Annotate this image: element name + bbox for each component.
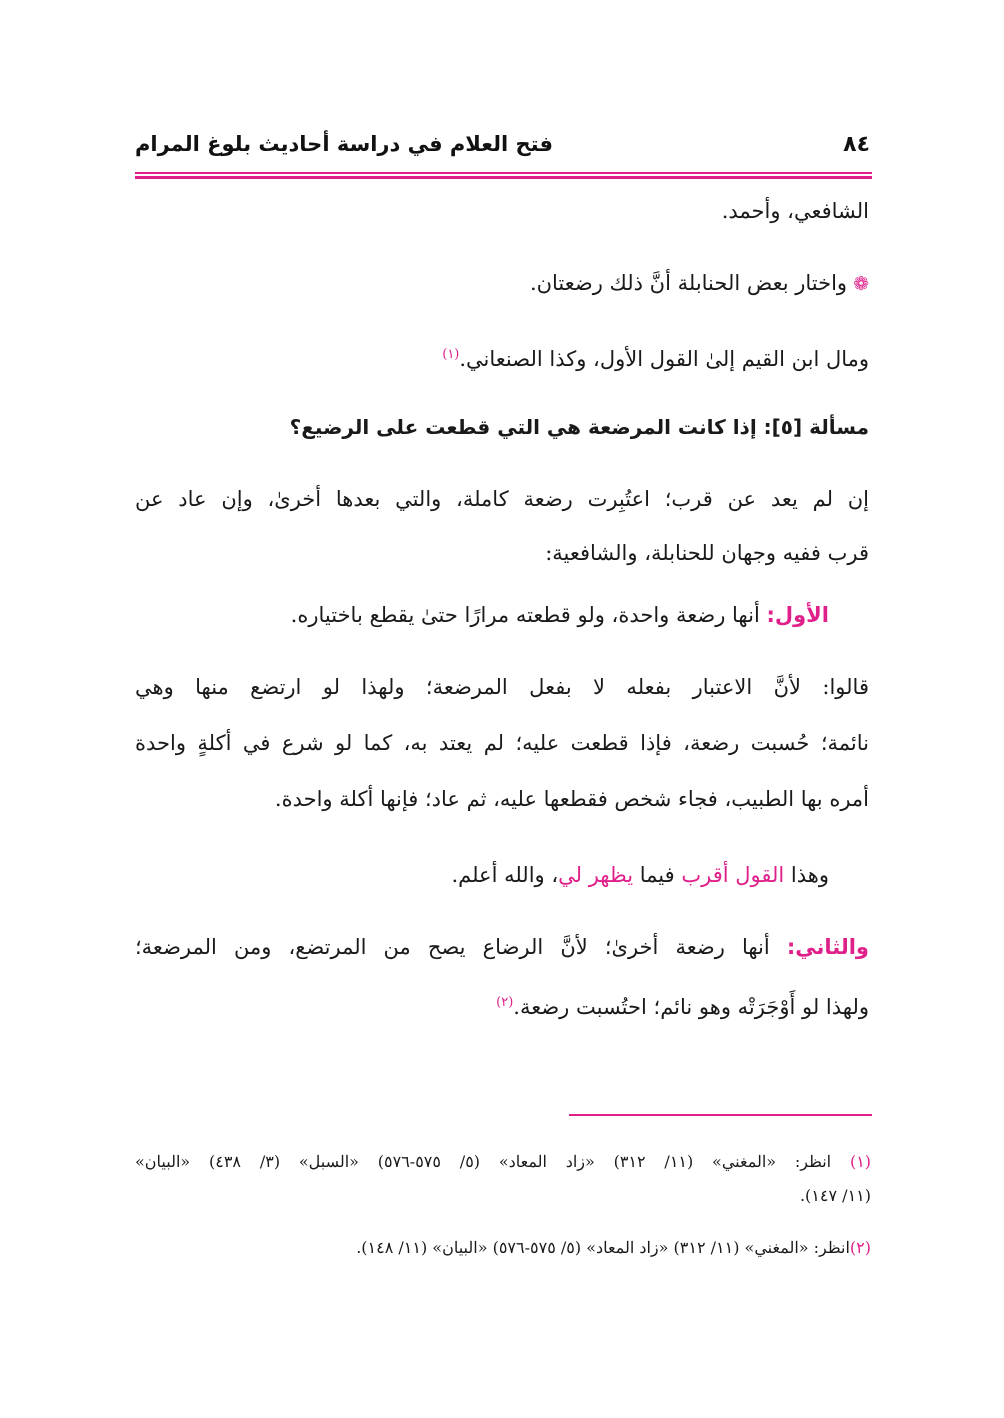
body-line-3-text: ومال ابن القيم إلىٰ القول الأول، وكذا الصنعاني.: [459, 347, 869, 371]
paragraph-3-suffix: ، والله أعلم.: [451, 863, 559, 887]
footnote-2: [356, 1236, 871, 1260]
second-opinion-line-2-text: ولهذا لو أَوْجَرَتْه وهو نائم؛ احتُسبت رضعة.: [513, 995, 869, 1019]
second-opinion-label: والثاني:: [786, 935, 869, 959]
footnote-2-number: (٢): [849, 1238, 871, 1257]
paragraph-3: [451, 860, 829, 890]
paragraph-2-line-1: قالوا: لأنَّ الاعتبار بفعله لا بفعل المرضعة؛ ولهذا لو ارتضع منها وهي: [135, 675, 869, 699]
book-title: فتح العلام في دراسة أحاديث بلوغ المرام: [135, 132, 553, 156]
footnote-ref-2[interactable]: (٢): [496, 995, 514, 1010]
page-number: ٨٤: [843, 132, 870, 157]
paragraph-2-line-2: نائمة؛ حُسبت رضعة، فإذا قطعت عليه؛ لم يعتد به، كما لو شرع في أكلةٍ واحدة: [135, 731, 869, 755]
first-opinion-label: الأول:: [766, 603, 829, 627]
footnote-1-line-2: (١١/ ١٤٧).: [799, 1186, 871, 1205]
paragraph-1-line-1: إن لم يعد عن قرب؛ اعتُبِرت رضعة كاملة، والتي بعدها أخرىٰ، وإن عاد عن: [135, 487, 869, 511]
body-line-2-text: واختار بعض الحنابلة أنَّ ذلك رضعتان.: [529, 271, 848, 295]
header-rule-thin: [135, 172, 872, 174]
page-header: [135, 128, 870, 168]
header-rule-thick: [135, 176, 872, 179]
second-opinion-text: أنها رضعة أخرىٰ؛ لأنَّ الرضاع يصح من المرتضع، ومن المرضعة؛: [135, 935, 770, 959]
body-line-3: [442, 340, 869, 374]
footnote-1-line-1: [135, 1150, 871, 1174]
body-line-1: الشافعي، وأحمد.: [721, 199, 869, 223]
first-opinion-text: أنها رضعة واحدة، ولو قطعته مرارًا حتىٰ يقطع باختياره.: [290, 603, 760, 627]
paragraph-3-mid: فيما: [639, 863, 675, 887]
paragraph-3-highlight-2: يظهر لي: [558, 863, 634, 887]
second-opinion-line-2: [496, 988, 869, 1022]
footnote-ref-1[interactable]: (١): [442, 347, 460, 362]
footnote-1-number: (١): [849, 1152, 872, 1171]
footnote-separator: [569, 1114, 872, 1116]
paragraph-3-prefix: وهذا: [790, 863, 829, 887]
second-opinion-line-1: [135, 932, 869, 962]
section-heading: مسألة [٥]: إذا كانت المرضعة هي التي قطعت على الرضيع؟: [289, 415, 869, 439]
paragraph-1-line-2: قرب ففيه وجهان للحنابلة، والشافعية:: [545, 541, 869, 565]
body-line-2: [530, 268, 869, 299]
paragraph-3-highlight-1: القول أقرب: [681, 863, 785, 887]
paragraph-2-line-3: أمره بها الطبيب، فجاء شخص فقطعها عليه، ثم عاد؛ فإنها أكلة واحدة.: [274, 787, 869, 811]
flower-ornament-icon: ❁: [853, 273, 869, 295]
first-opinion: [291, 600, 829, 630]
footnote-1-text: انظر: «المغني» (١١/ ٣١٢) «زاد المعاد» (٥/ ٥٧٥-٥٧٦) «السبل» (٣/ ٤٣٨) «البيان»: [135, 1152, 832, 1171]
footnote-2-text: انظر: «المغني» (١١/ ٣١٢) «زاد المعاد» (٥/ ٥٧٥-٥٧٦) «البيان» (١١/ ١٤٨).: [356, 1238, 850, 1257]
